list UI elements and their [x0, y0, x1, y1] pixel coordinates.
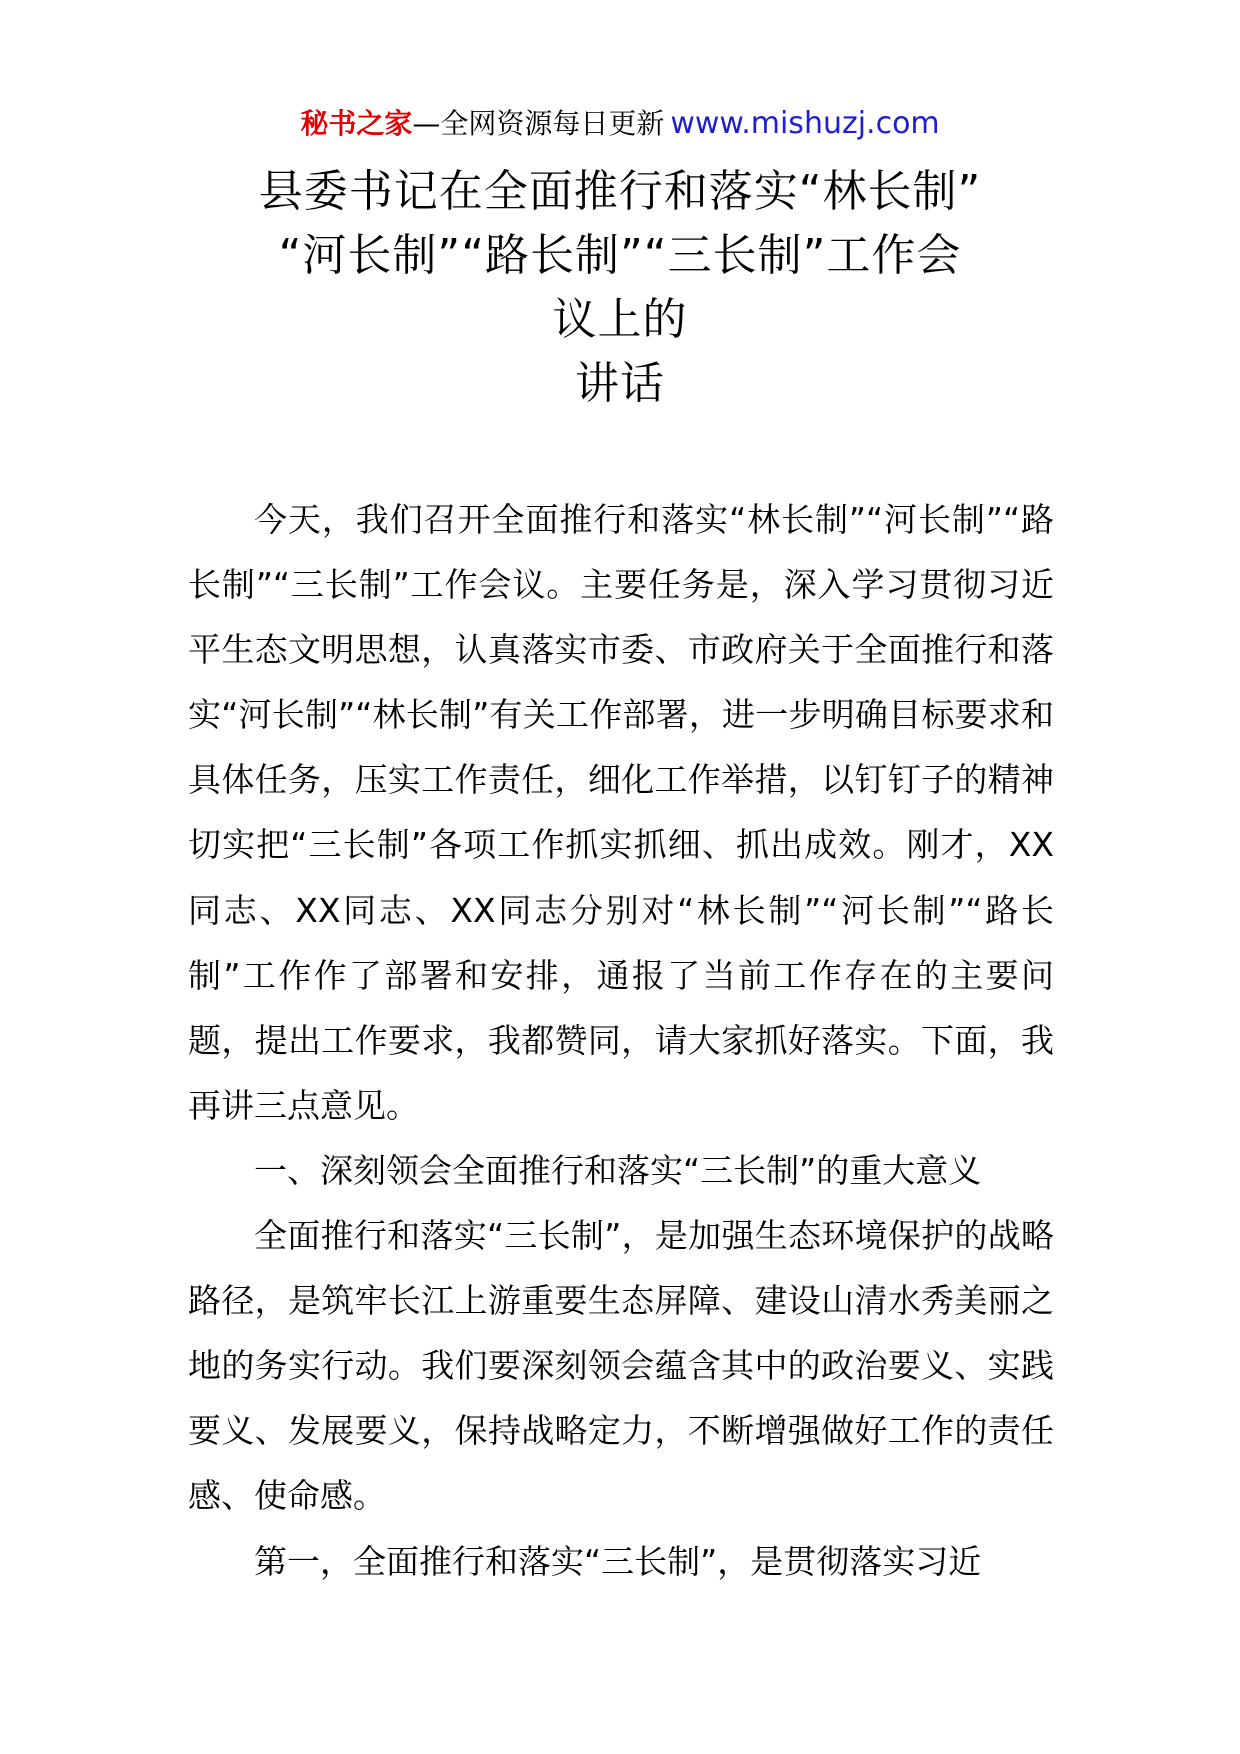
title-line: 县委书记在全面推行和落实“林长制” — [258, 166, 982, 217]
site-header — [0, 104, 1240, 144]
body-paragraph: 第一，全面推行和落实“三长制”，是贯彻落实习近 — [254, 1541, 982, 1581]
section-heading: 一、深刻领会全面推行和落实“三长制”的重大意义 — [254, 1150, 982, 1190]
title-line: 议上的 — [552, 294, 688, 345]
title-line: “河长制”“路长制”“三长制”工作会 — [278, 230, 962, 281]
header-tagline: —全网资源每日更新 — [412, 107, 665, 140]
brand-name: 秘书之家 — [300, 107, 413, 140]
body-paragraph: 今天，我们召开全面推行和落实“林长制”“河长制”“路长制”“三长制”工作会议。主要任务是，深入学习贯彻习近平生态文明思想，认真落实市委、市政府关于全面推行和落实“河长制”“林长制”有关工作部署，进一步明确目标要求和具体任务，压实工作责任，细化工作举措，以钉钉子的精神切实把“三长制”各项工作抓实抓细、抓出成效。刚才，XX同志、XX同志、XX同志分别对“林长制”“河长制”“路长制”工作作了部署和安排，通报了当前工作存在的主要问题，提出工作要求，我都赞同，请大家抓好落实。下面，我再讲三点意见。 — [188, 500, 1054, 1125]
title-line: 讲话 — [575, 358, 665, 409]
body-paragraph: 全面推行和落实“三长制”，是加强生态环境保护的战略路径，是筑牢长江上游重要生态屏障、建设山清水秀美丽之地的务实行动。我们要深刻领会蕴含其中的政治要义、实践要义、发展要义，保持战略定力，不断增强做好工作的责任感、使命感。 — [188, 1216, 1054, 1516]
site-url[interactable]: www.mishuzj.com — [670, 106, 940, 141]
document-title — [190, 160, 1050, 416]
document-body — [188, 487, 1054, 1594]
